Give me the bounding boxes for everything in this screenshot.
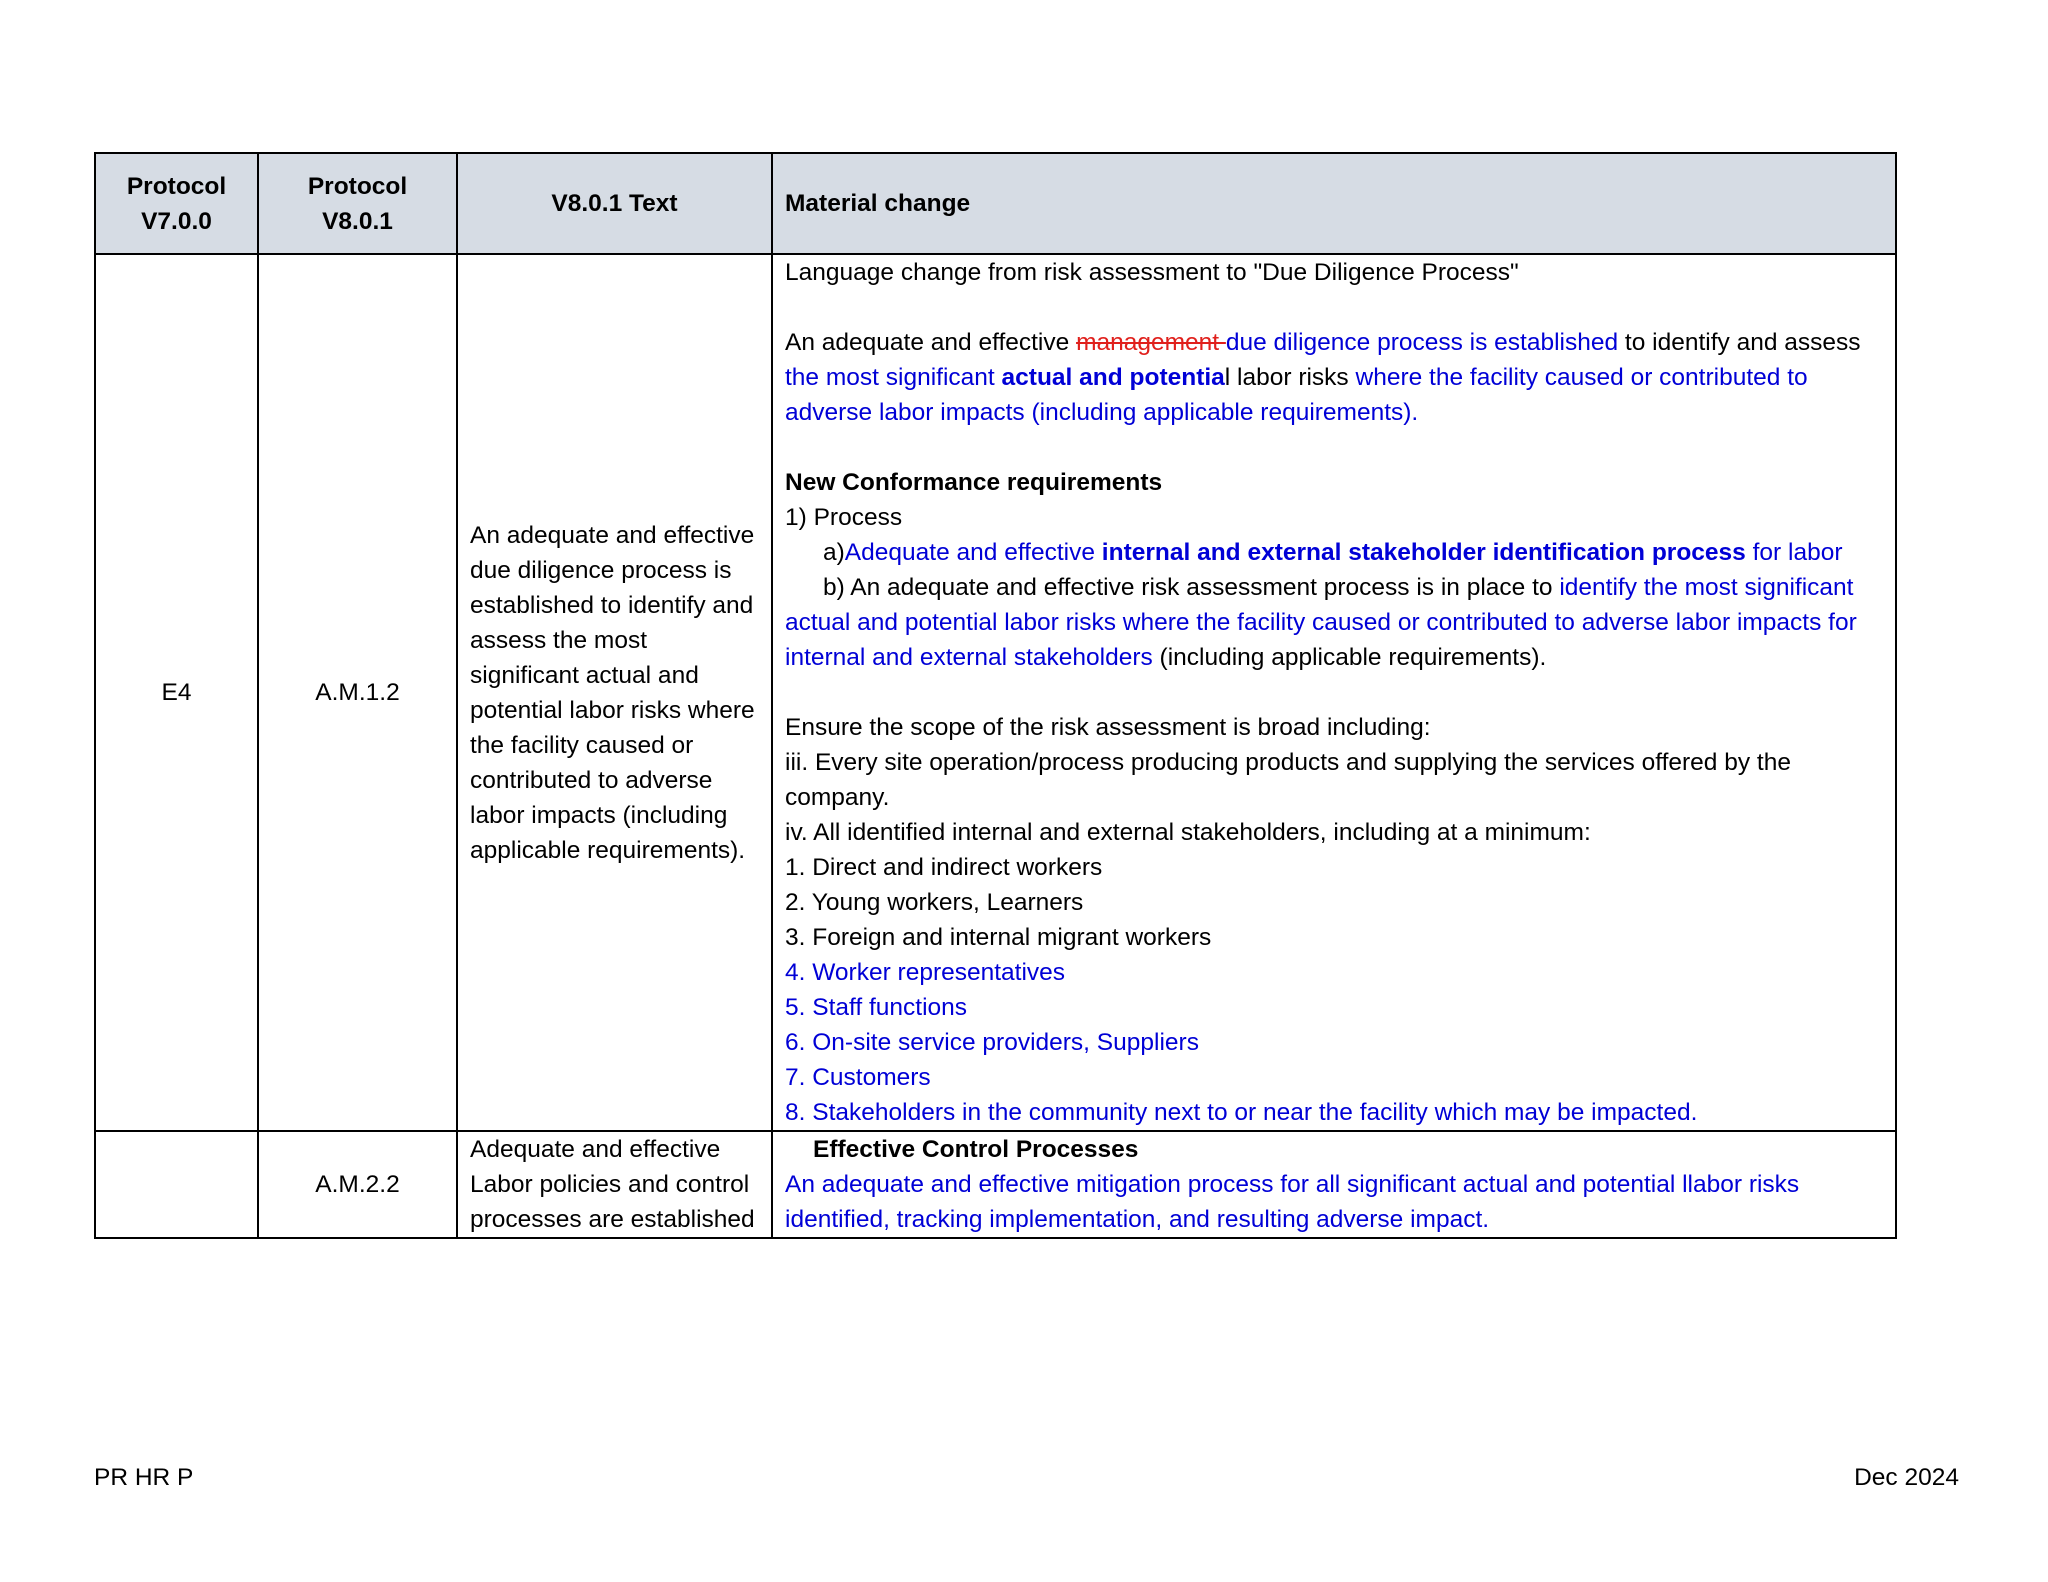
- table-header-row: [95, 153, 1896, 254]
- list-item: 7. Customers: [785, 1064, 931, 1091]
- control-heading: Effective Control Processes: [813, 1136, 1139, 1163]
- list-item: 8. Stakeholders in the community next to or near the facility which may be impacted.: [785, 1099, 1698, 1126]
- scope-iv: iv. All identified internal and external stakeholders, including at a minimum:: [785, 819, 1591, 846]
- cell-v7: E4: [95, 254, 258, 1131]
- cell-material-change: [772, 1131, 1896, 1238]
- change-intro: Language change from risk assessment to "Due Diligence Process": [785, 259, 1519, 286]
- process-label: 1) Process: [785, 504, 903, 531]
- requirement-b: b) An adequate and effective risk assessment process is in place to identify the most significant actual and potential labor risks where the facility caused or contributed to adverse labor impacts for internal and external stakeholders (including applicable requirements).: [785, 574, 1857, 671]
- header-material-change: Material change: [772, 153, 1896, 254]
- footer-doc-code: PR HR P: [94, 1464, 194, 1491]
- header-protocol-v7: Protocol V7.0.0: [95, 153, 258, 254]
- scope-line: Ensure the scope of the risk assessment is broad including:: [785, 714, 1431, 741]
- cell-v8: A.M.1.2: [258, 254, 457, 1131]
- cell-v8: A.M.2.2: [258, 1131, 457, 1238]
- list-item: 2. Young workers, Learners: [785, 889, 1084, 916]
- cell-v8-text: An adequate and effective due diligence process is established to identify and assess the most significant actual and potential labor risks where the facility caused or contributed to adverse labor impacts (including applicable requirements).: [457, 254, 772, 1131]
- table-row: [95, 254, 1896, 1131]
- list-item: 3. Foreign and internal migrant workers: [785, 924, 1212, 951]
- requirement-a: a)Adequate and effective internal and external stakeholder identification process for labor: [823, 539, 1843, 566]
- cell-v8-text: Adequate and effective Labor policies and control processes are established: [457, 1131, 772, 1238]
- comparison-table: [94, 152, 1897, 1239]
- footer-date: Dec 2024: [1854, 1464, 1959, 1491]
- cell-material-change: [772, 254, 1896, 1131]
- cell-v7: [95, 1131, 258, 1238]
- list-item: 4. Worker representatives: [785, 959, 1066, 986]
- header-protocol-v8: Protocol V8.0.1: [258, 153, 457, 254]
- list-item: 1. Direct and indirect workers: [785, 854, 1103, 881]
- change-paragraph: An adequate and effective management due diligence process is established to identify and assess the most significant actual and potential labor risks where the facility caused or contributed to adverse labor impacts (including applicable requirements).: [785, 329, 1861, 426]
- header-v8-text: V8.0.1 Text: [457, 153, 772, 254]
- control-body: An adequate and effective mitigation process for all significant actual and potential llabor risks identified, tracking implementation, and resulting adverse impact.: [785, 1171, 1800, 1233]
- deleted-text: management: [1076, 329, 1226, 356]
- new-requirements-heading: New Conformance requirements: [785, 469, 1163, 496]
- scope-iii: iii. Every site operation/process producing products and supplying the services offered by the company.: [785, 749, 1791, 811]
- table-row: [95, 1131, 1896, 1238]
- list-item: 6. On-site service providers, Suppliers: [785, 1029, 1199, 1056]
- list-item: 5. Staff functions: [785, 994, 968, 1021]
